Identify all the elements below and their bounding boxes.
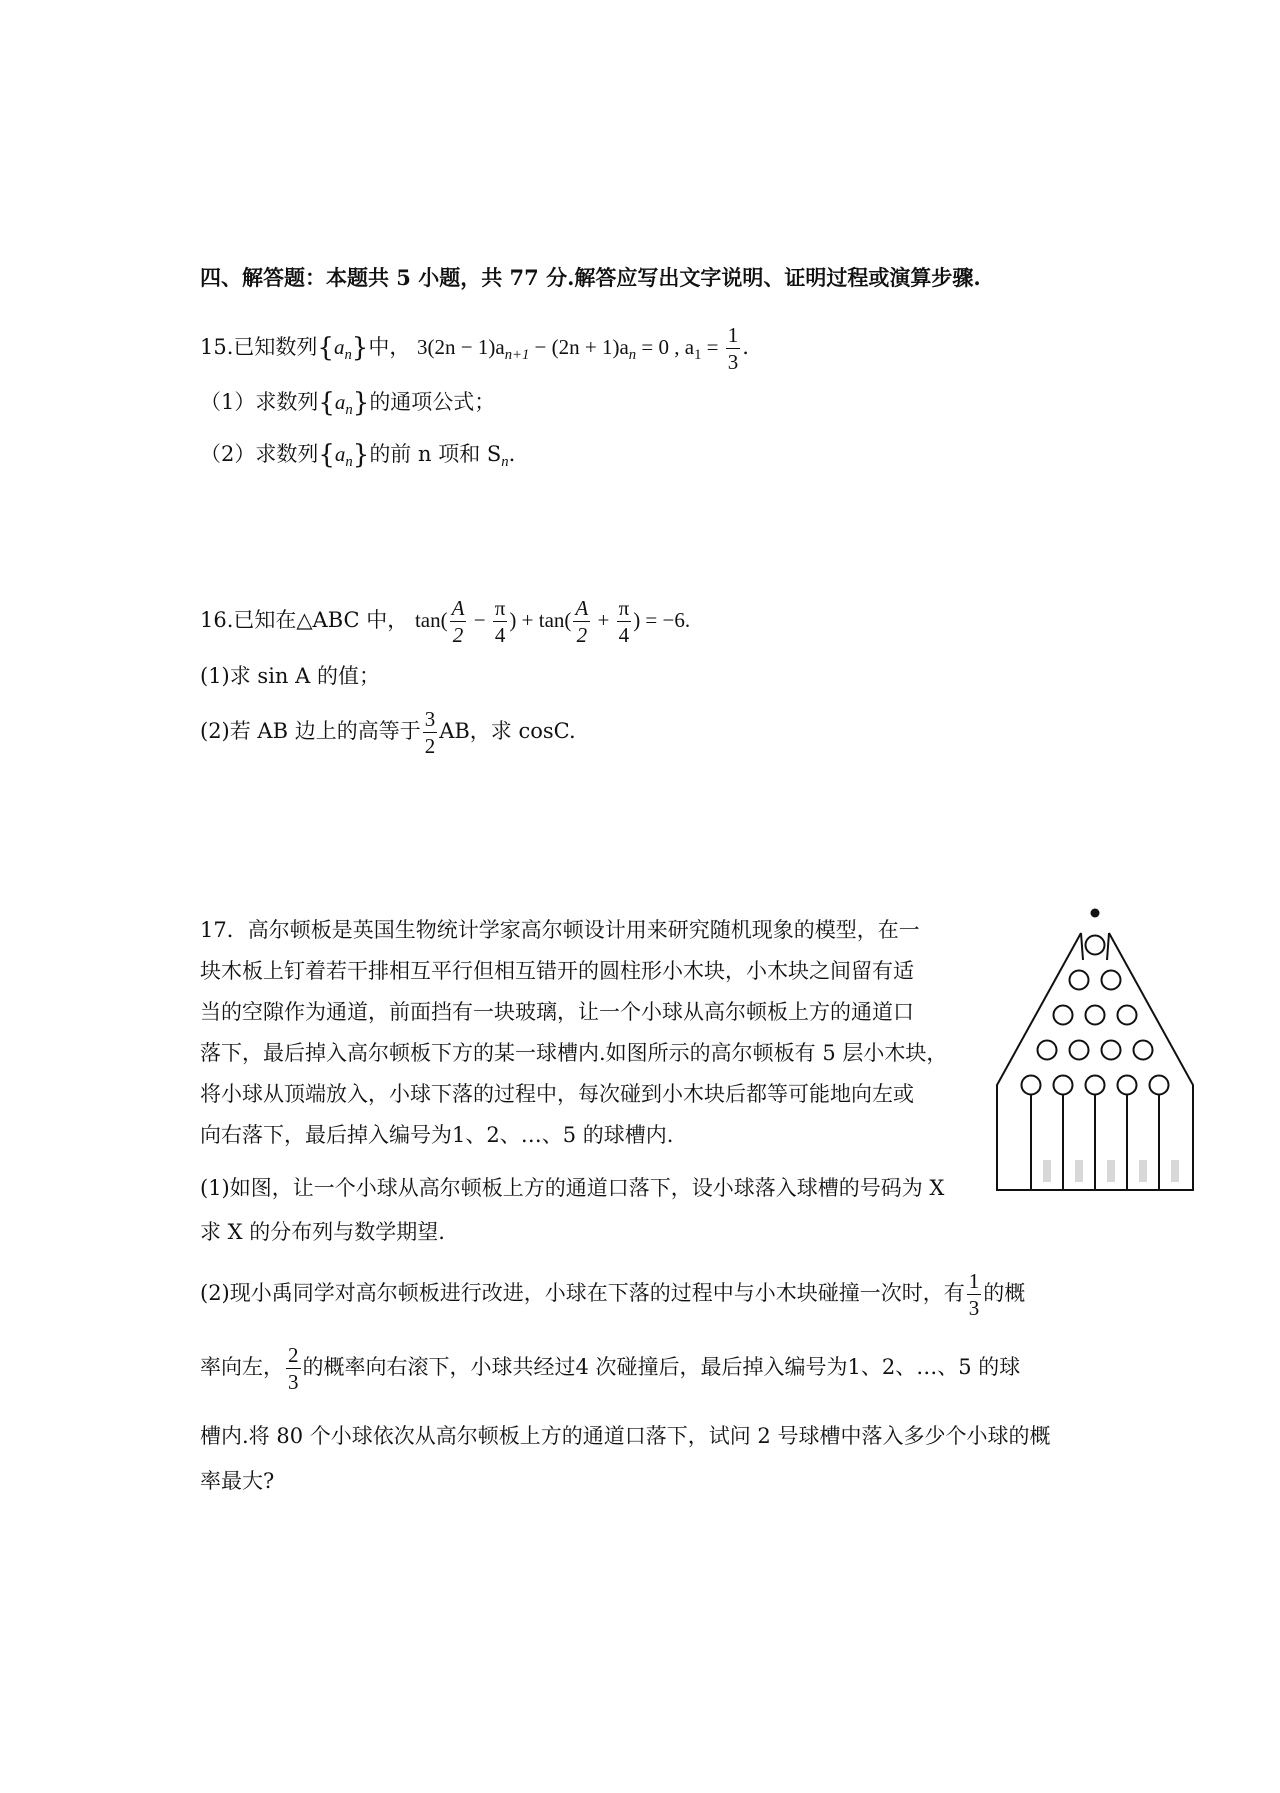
q16-tail: ) = −6.: [633, 608, 691, 632]
q17-part2-frac1-den: 3: [968, 1296, 980, 1320]
section-heading: 四、解答题：本题共 5 小题，共 77 分.解答应写出文字说明、证明过程或演算步骤.: [200, 265, 981, 290]
peg: [1070, 971, 1089, 990]
q17-line: 落下，最后掉入高尔顿板下方的某一球槽内.如图所示的高尔顿板有 5 层小木块，: [200, 1041, 948, 1065]
q16-part1: (1)求 sin A 的值；: [200, 664, 380, 688]
q15-eq-d: =: [701, 335, 724, 359]
peg: [1086, 1076, 1105, 1095]
q16-frac1: [450, 595, 467, 648]
peg: [1086, 1006, 1105, 1025]
galton-board-diagram: [995, 905, 1195, 1205]
peg: [1086, 936, 1105, 955]
q15-seq: a: [333, 335, 345, 359]
q15-part2-end: .: [508, 442, 516, 466]
peg: [1070, 1041, 1089, 1060]
peg: [1118, 1076, 1137, 1095]
q15-eq-b: − (2n + 1)a: [529, 335, 629, 359]
q15-fraction: [726, 322, 741, 375]
peg: [1150, 1076, 1169, 1095]
q16-part2-den: 2: [424, 734, 436, 758]
q16-f1-num: A: [451, 596, 465, 620]
q16-part2-frac: [423, 706, 438, 759]
q16-prefix: 16.已知在△ABC 中，: [200, 608, 409, 632]
slot-marker: [1107, 1160, 1115, 1182]
q17-part2-line3: 槽内.将 80 个小球依次从高尔顿板上方的通道口落下，试问 2 号球槽中落入多少个小球的概: [200, 1424, 1051, 1448]
channel-wall-left: [1081, 933, 1083, 960]
q17-part2-frac2: [286, 1342, 301, 1395]
q15-part2-seq: a: [334, 442, 346, 466]
peg: [1038, 1041, 1057, 1060]
q16-f1-den: 2: [452, 623, 464, 647]
slot-marker: [1171, 1160, 1179, 1182]
q17-line: 当的空隙作为通道，前面挡有一块玻璃，让一个小球从高尔顿板上方的通道口: [200, 1000, 914, 1024]
q16-close-plus-tan: ) + tan(: [509, 608, 572, 632]
q17-part2-line1-post: 的概: [983, 1281, 1026, 1305]
q16-f2-den: 4: [494, 623, 506, 647]
q17-part2-frac2-num: 2: [288, 1343, 299, 1367]
q15-part2-sub: n: [501, 454, 509, 471]
q16-part2: [200, 706, 576, 759]
q16-part2-pre: (2)若 AB 边上的高等于: [200, 719, 421, 743]
peg: [1102, 971, 1121, 990]
q16-part2-post: AB，求 cosC.: [439, 719, 576, 743]
q15-frac-num: 1: [727, 323, 739, 347]
q17-part2-line1-pre: (2)现小禹同学对高尔顿板进行改进，小球在下落的过程中与小木块碰撞一次时，有: [200, 1281, 965, 1305]
q16-f3-den: 2: [576, 623, 588, 647]
q16-f4-num: π: [618, 596, 630, 620]
q16-frac4: [617, 595, 632, 648]
q15-eq-a-sub: n+1: [504, 347, 530, 364]
q16-f2-num: π: [494, 596, 506, 620]
q15-stem: 15.已知数列$\{a_n\}$中， $3(2n - 1)a_{n+1} - (2n + 1)a_n = 0$ , $a_1$ = $\frac{1}{3}$ .: [200, 323, 749, 374]
q16-tan1: tan(: [414, 608, 448, 632]
q15-seq-sub: n: [344, 347, 352, 364]
q15-eq-b-sub: n: [628, 347, 637, 364]
q15-part1-seq-sub: n: [345, 402, 353, 419]
q15-mid: 中，: [368, 335, 411, 359]
q17-part2-frac1: [967, 1268, 982, 1321]
q15-end: .: [742, 335, 749, 359]
peg-group: [1022, 936, 1169, 1095]
slot-marker: [1139, 1160, 1147, 1182]
q17-part2-line2: [200, 1342, 1020, 1395]
q15-part2-mid: 的前 n 项和 S: [369, 442, 502, 466]
peg: [1134, 1041, 1153, 1060]
q17-part2-line4: 率最大?: [200, 1469, 275, 1493]
peg: [1118, 1006, 1137, 1025]
channel-wall-right: [1107, 933, 1109, 960]
slot-marker: [1075, 1160, 1083, 1182]
q16-f4-den: 4: [618, 623, 630, 647]
q16-minus: −: [468, 608, 491, 632]
q17-part2-frac2-den: 3: [288, 1370, 299, 1394]
q15-part2-pre: （2）求数列: [200, 442, 319, 466]
q15-eq-a: 3(2n − 1)a: [417, 335, 505, 359]
q15-frac-den: 3: [727, 350, 739, 374]
q17-line: 向右落下，最后掉入编号为1、2、…、5 的球槽内.: [200, 1123, 674, 1147]
q17-part1-line1: (1)如图，让一个小球从高尔顿板上方的通道口落下，设小球落入球槽的号码为 X: [200, 1176, 945, 1200]
q15-prefix: 15.已知数列: [200, 335, 318, 359]
q17-part2-line2-post: 的概率向右滚下，小球共经过4 次碰撞后，最后掉入编号为1、2、…、5 的球: [302, 1355, 1021, 1379]
q16-f3-num: A: [575, 596, 589, 620]
q15-eq-c-sub: 1: [694, 347, 702, 364]
q17-line: 将小球从顶端放入，小球下落的过程中，每次碰到小木块后都等可能地向左或: [200, 1082, 914, 1106]
q17-part2-frac1-num: 1: [968, 1269, 980, 1293]
slot-group: [1031, 1095, 1179, 1191]
q16-frac3: [573, 595, 590, 648]
q16-stem: [200, 595, 690, 648]
peg: [1102, 1041, 1121, 1060]
q15-part2: （2）求数列$\{a_n\}$的前 n 项和 $S_n$.: [200, 440, 516, 471]
q16-part2-num: 3: [424, 707, 436, 731]
galton-board-figure: [995, 905, 1195, 1209]
q16-frac2: [493, 595, 508, 648]
peg: [1022, 1076, 1041, 1095]
q16-plus: +: [592, 608, 615, 632]
q15-part2-seq-sub: n: [345, 454, 353, 471]
q17-line: 17．高尔顿板是英国生物统计学家高尔顿设计用来研究随机现象的模型，在一: [200, 918, 920, 942]
q15-part1-pre: （1）求数列: [200, 390, 319, 414]
entry-ball: [1091, 909, 1100, 918]
q17-part2-line2-pre: 率向左，: [200, 1355, 284, 1379]
q15-part1-seq: a: [334, 390, 346, 414]
q15-eq-c: = 0 , a: [636, 335, 695, 359]
peg: [1054, 1006, 1073, 1025]
q15-part1: （1）求数列$\{a_n\}$的通项公式；: [200, 388, 496, 419]
q17-stem: [200, 910, 970, 1156]
slot-marker: [1043, 1160, 1051, 1182]
q17-part2-line1: [200, 1268, 1025, 1321]
q15-part1-post: 的通项公式；: [369, 390, 496, 414]
peg: [1054, 1076, 1073, 1095]
q17-part1-line2: 求 X 的分布列与数学期望.: [200, 1220, 445, 1244]
q17-line: 块木板上钉着若干排相互平行但相互错开的圆柱形小木块，小木块之间留有适: [200, 959, 914, 983]
